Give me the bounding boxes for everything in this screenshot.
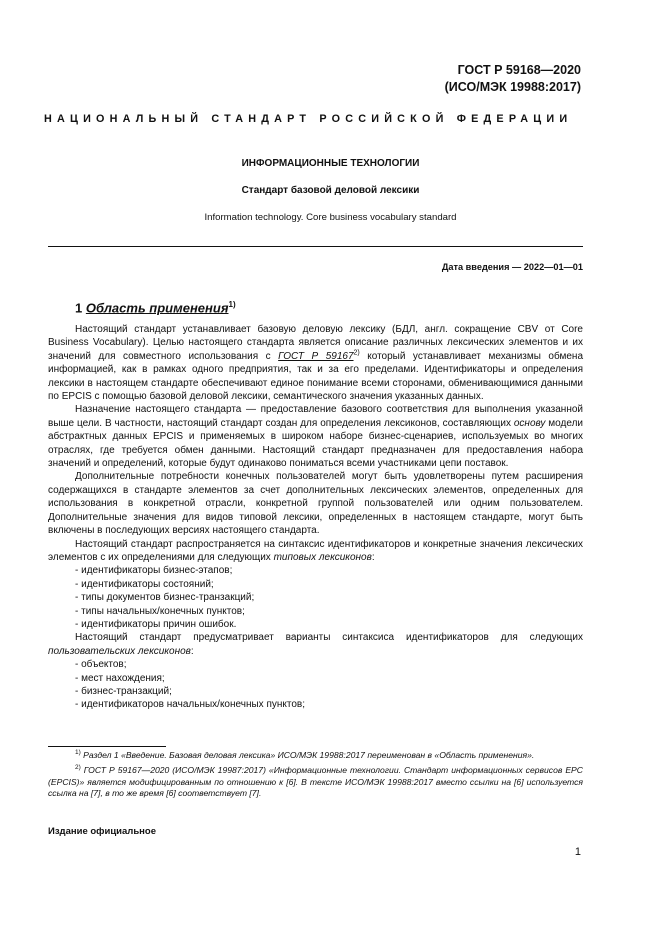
section-title: Область применения bbox=[85, 300, 229, 316]
section-footnote-ref[interactable]: 1) bbox=[228, 300, 236, 309]
section-body bbox=[48, 323, 583, 712]
footnote-2: $^{2)}$ ГОСТ Р 59167—2020 (ИСО/МЭК 19987:2017) «Информационные технологии. Стандарт информационных сервисов EPC (EPCIS)» является модифицированным по отношению к [6]. В тексте ИСО/МЭК 19988:2017 вместо ссылки на [6] используется ссылка на [7], в то же время [6] соответствует [7]. bbox=[48, 763, 583, 799]
section-number: 1 bbox=[75, 300, 83, 316]
edition-label: Издание официальное bbox=[48, 826, 156, 837]
section-heading bbox=[75, 300, 236, 315]
page-number: 1 bbox=[574, 846, 581, 858]
title-en: Information technology. Core business vocabulary standard bbox=[204, 212, 457, 223]
list-item: - идентификаторы состояний; bbox=[75, 578, 214, 590]
footnote-1: $^{1)}$ Раздел 1 «Введение. Базовая деловая лексика» ИСО/МЭК 19988:2017 переименован в «Область применения». bbox=[75, 749, 535, 760]
list-item: - бизнес-транзакций; bbox=[75, 685, 172, 697]
paragraph-2: Назначение настоящего стандарта — предоставление базового соответствия для выполнения указанной выше цели. В частности, настоящий стандарт создан для определения лексиконов, составляющих основу модели абстрактных данных EPCIS и применяемых в широком наборе бизнес-сценариев, используемых во многих отраслях, где требуется обмен данными. Настоящий стандарт предназначен для предоставления набора значений и определений, которые будут одинаково пониматься всеми участниками цепи поставок. bbox=[48, 404, 584, 470]
footnote-rule bbox=[48, 746, 166, 747]
footnote-ref-2[interactable]: 2) bbox=[353, 349, 360, 357]
footnotes bbox=[48, 750, 583, 803]
title-rule bbox=[48, 246, 583, 247]
list-item: - идентификаторы бизнес-этапов; bbox=[75, 565, 233, 577]
list-item: - идентификаторов начальных/конечных пунктов; bbox=[75, 699, 305, 711]
paragraph-4: Настоящий стандарт распространяется на синтаксис идентификаторов и конкретные значения лексических элементов с их определениями для следующих типовых лексиконов: bbox=[48, 538, 583, 563]
gost-reference-link[interactable]: ГОСТ Р 59167 bbox=[278, 350, 354, 362]
standard-code-line2: (ИСО/МЭК 19988:2017) bbox=[444, 80, 581, 94]
list-item: - типы начальных/конечных пунктов; bbox=[75, 605, 245, 617]
paragraph-1: Настоящий стандарт устанавливает базовую деловую лексику (БДЛ, англ. сокращение CBV от Core Business Vocabulary). Целью настоящего стандарта является описание различных лексических элементов и их значений для совместного использования с ГОСТ Р 59167$^{2)}$ который устанавливает механизмы обмена информацией, как в рамках одного предприятия, так и за его пределами. Идентификаторы и определения лексики в настоящем стандарте обеспечивают единое понимание всеми сторонами, обменивающимися данными по EPCIS с помощью базовой деловой лексики, семантического значения указанных данных. bbox=[48, 324, 584, 403]
list-item: - типы документов бизнес-транзакций; bbox=[75, 592, 255, 604]
standard-code bbox=[445, 62, 581, 96]
national-standard-banner: НАЦИОНАЛЬНЫЙ СТАНДАРТ РОССИЙСКОЙ ФЕДЕРАЦИИ bbox=[44, 113, 573, 125]
list-item: - объектов; bbox=[75, 659, 127, 671]
paragraph-3: Дополнительные потребности конечных пользователей могут быть удовлетворены путем расширения содержащихся в стандарте элементов за счет дополнительных лексических элементов, определенных для использования в конкретной отрасли, конкретной группой пользователей или одним пользователем. Дополнительные значения для видов типовой лексики, определенных в настоящем стандарте, могут быть включены в последующих версиях настоящего стандарта. bbox=[48, 471, 583, 537]
intro-date: Дата введения — 2022—01—01 bbox=[441, 262, 583, 272]
list-item: - мест нахождения; bbox=[75, 672, 165, 684]
paragraph-5: Настоящий стандарт предусматривает варианты синтаксиса идентификаторов для следующих пользовательских лексиконов: bbox=[48, 632, 583, 657]
standard-code-line1: ГОСТ Р 59168—2020 bbox=[457, 63, 581, 77]
title-ru-sub: Стандарт базовой деловой лексики bbox=[241, 185, 420, 196]
list-item: - идентификаторы причин ошибок. bbox=[75, 618, 237, 630]
title-ru-main: ИНФОРМАЦИОННЫЕ ТЕХНОЛОГИИ bbox=[241, 158, 420, 169]
